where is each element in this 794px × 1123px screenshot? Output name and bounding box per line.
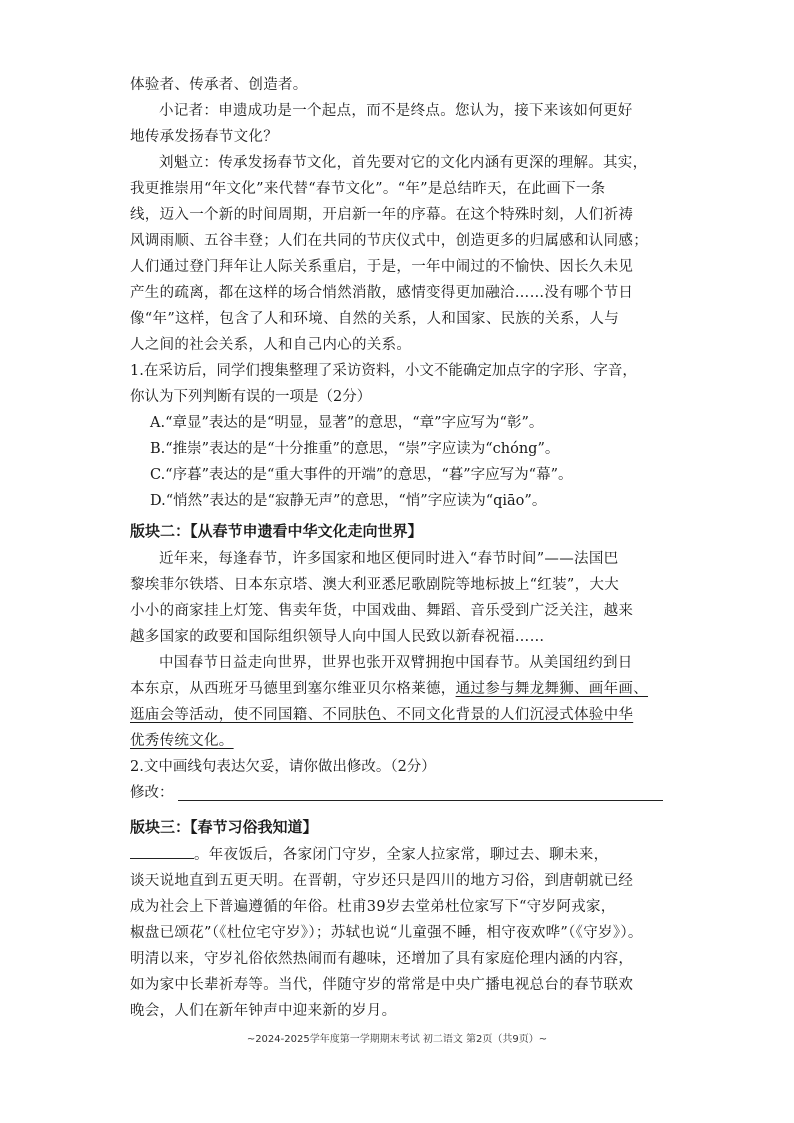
option-b: B.“推崇”表达的是“十分推重”的意思，“崇”字应读为“chóng”。	[150, 441, 560, 457]
question-1-stem: 1.在采访后，同学们搜集整理了采访资料，小文不能确定加点字的字形、字音，	[130, 363, 637, 379]
option-a: A.“章显”表达的是“明显，显著”的意思，“章”字应写为“彰”。	[150, 415, 544, 431]
section-3-line: 谈天说地直到五更天明。在晋朝，守岁还只是四川的地方习俗，到唐朝就已经	[130, 873, 634, 889]
interview-line: 刘魁立：传承发扬春节文化，首先要对它的文化内涵有更深的理解。其实，	[159, 155, 648, 171]
section-2-line: 近年来，每逢春节，许多国家和地区便同时进入“春节时间”——法国巴	[159, 551, 619, 567]
interview-line: 我更推崇用“年文化”来代替“春节文化”。“年”是总结昨天，在此画下一条	[130, 181, 606, 197]
question-1-stem: 你认为下列判断有误的一项是（2分）	[130, 389, 372, 405]
section-3-text: 。年夜饭后，各家闭门守岁，全家人拉家常，聊过去、聊未来，	[194, 847, 609, 863]
section-3-line	[130, 842, 670, 868]
section-3-line: 晚会，人们在新年钟声中迎来新的岁月。	[130, 1003, 397, 1019]
interview-line: 小记者：申遗成功是一个起点，而不是终点。您认为，接下来该如何更好	[159, 103, 633, 119]
answer-label: 修改：	[130, 785, 174, 801]
section-2-line: 小小的商家挂上灯笼、售卖年货，中国戏曲、舞蹈、音乐受到广泛关注，越来	[130, 603, 634, 619]
section-2-line	[130, 676, 670, 702]
section-3-title: 版块三：【春节习俗我知道】	[130, 818, 318, 836]
interview-line: 体验者、传承者、创造者。	[130, 77, 308, 93]
section-2-line: 黎埃菲尔铁塔、日本东京塔、澳大利亚悉尼歌剧院等地标披上“红装”，大大	[130, 577, 620, 593]
section-3-line: 成为社会上下普遍遵循的年俗。杜甫39岁去堂弟杜位家写下“守岁阿戎家，	[130, 899, 616, 915]
underlined-sentence: 通过参与舞龙舞狮、画年画、	[455, 681, 649, 697]
interview-line: 风调雨顺、五谷丰登；人们在共同的节庆仪式中，创造更多的归属感和认同感；	[130, 233, 648, 249]
page-footer: ~2024-2025学年度第一学期期末考试 初二语文 第2页（共9页）~	[246, 1034, 548, 1045]
option-c: C.“序暮”表达的是“重大事件的开端”的意思，“暮”字应写为“幕”。	[150, 467, 573, 483]
section-3-line: 如为家中长辈祈寿等。当代，伴随守岁的常常是中央广播电视总台的春节联欢	[130, 977, 634, 993]
underlined-sentence: 优秀传统文化。	[130, 733, 234, 749]
section-2-line	[130, 728, 670, 754]
fill-in-blank[interactable]	[130, 844, 194, 859]
interview-line: 产生的疏离，都在这样的场合悄然消散，感情变得更加融洽……没有哪个节日	[130, 285, 634, 301]
section-2-line	[130, 702, 670, 728]
section-3-line: 椒盘已颂花”（《杜位宅守岁》）；苏轼也说“儿童强不睡，相守夜欢哗”（《守岁》）。	[130, 925, 643, 941]
section-2-line: 中国春节日益走向世界，世界也张开双臂拥抱中国春节。从美国纽约到日	[159, 655, 633, 671]
section-3-line: 明清以来，守岁礼俗依然热闹而有趣味，还增加了具有家庭伦理内涵的内容，	[130, 951, 634, 967]
question-2-stem: 2.文中画线句表达欠妥，请你做出修改。（2分）	[130, 759, 436, 775]
interview-line: 人们通过登门拜年让人际关系重启，于是，一年中闹过的不愉快、因长久未见	[130, 259, 634, 275]
section-2-line: 越多国家的政要和国际组织领导人向中国人民致以新春祝福……	[130, 629, 545, 645]
section-2-title: 版块二：【从春节申遗看中华文化走向世界】	[130, 522, 423, 540]
interview-line: 线，迈入一个新的时间周期，开启新一年的序幕。在这个特殊时刻，人们祈祷	[130, 207, 634, 223]
interview-line: 人之间的社会关系，人和自己内心的关系。	[130, 337, 412, 353]
underlined-sentence: 逛庙会等活动，使不同国籍、不同肤色、不同文化背景的人们沉浸式体验中华	[130, 707, 634, 723]
answer-line[interactable]	[178, 800, 663, 801]
interview-line: 地传承发扬春节文化？	[130, 129, 278, 145]
interview-line: 像“年”这样，包含了人和环境、自然的关系，人和国家、民族的关系，人与	[130, 311, 620, 327]
section-2-text: 本东京，从西班牙马德里到塞尔维亚贝尔格莱德，	[130, 681, 456, 697]
option-d: D.“悄然”表达的是“寂静无声”的意思，“悄”字应读为“qiāo”。	[150, 493, 547, 509]
